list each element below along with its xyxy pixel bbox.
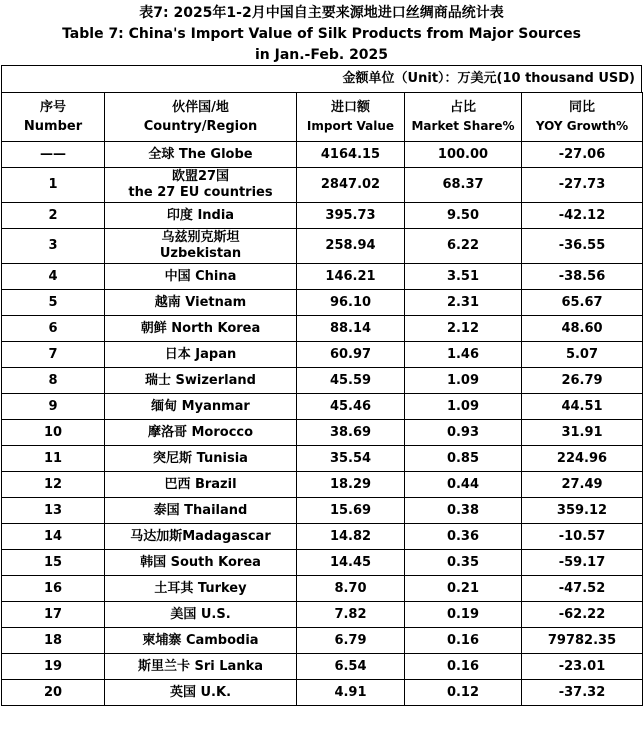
country-line: 韩国 South Korea [140,554,261,570]
row-country [105,524,297,550]
row-country [105,472,297,498]
country-line: 印度 India [166,207,235,223]
country-line: 朝鲜 North Korea [140,320,261,336]
row-import-value: 38.69 [297,420,405,446]
row-number: 10 [2,420,105,446]
row-country [105,316,297,342]
country-line: 中国 China [164,268,237,284]
row-country [105,446,297,472]
row-number: 19 [2,654,105,680]
table-row [2,316,643,342]
country-line: 全球 The Globe [148,146,253,162]
table-row [2,628,643,654]
country-line: 泰国 Thailand [153,502,248,518]
row-import-value: 7.82 [297,602,405,628]
row-country [105,654,297,680]
header-row [2,93,643,142]
row-number: 17 [2,602,105,628]
row-country [105,680,297,706]
table-row [2,368,643,394]
table-row [2,342,643,368]
row-market-share: 0.85 [405,446,522,472]
row-number: 3 [2,229,105,264]
row-yoy-growth: 31.91 [522,420,643,446]
table-row [2,550,643,576]
row-import-value: 96.10 [297,290,405,316]
country-line: 英国 U.K. [169,684,232,700]
row-yoy-growth: 44.51 [522,394,643,420]
row-yoy-growth: -42.12 [522,203,643,229]
country-line: 美国 U.S. [170,606,231,622]
row-import-value: 258.94 [297,229,405,264]
row-number: 18 [2,628,105,654]
country-line: the 27 EU countries [128,185,273,200]
row-yoy-growth: -23.01 [522,654,643,680]
country-line: 土耳其 Turkey [154,580,247,596]
row-country [105,142,297,168]
row-yoy-growth: -10.57 [522,524,643,550]
row-market-share: 1.09 [405,368,522,394]
table-row [2,498,643,524]
title-english: Table 7: China's Import Value of Silk Products from Major Sources [62,26,581,42]
row-import-value: 45.59 [297,368,405,394]
table-row [2,680,643,706]
country-line: 摩洛哥 Morocco [147,424,254,440]
row-yoy-growth: 48.60 [522,316,643,342]
row-number: 6 [2,316,105,342]
row-market-share: 3.51 [405,264,522,290]
header-country: 伙伴国/地 Country/Region [105,93,297,142]
row-country [105,550,297,576]
statistics-sheet [1,0,642,706]
row-number: 9 [2,394,105,420]
row-import-value: 14.45 [297,550,405,576]
row-number: 13 [2,498,105,524]
row-market-share: 2.31 [405,290,522,316]
row-market-share: 2.12 [405,316,522,342]
country-line: 乌兹别克斯坦 [161,230,240,245]
table-row [2,576,643,602]
row-number: 7 [2,342,105,368]
row-number: 20 [2,680,105,706]
row-market-share: 0.36 [405,524,522,550]
table-row [2,229,643,264]
row-number: 15 [2,550,105,576]
row-market-share: 68.37 [405,168,522,203]
row-yoy-growth: -59.17 [522,550,643,576]
table-row [2,602,643,628]
row-yoy-growth: 79782.35 [522,628,643,654]
row-country [105,602,297,628]
row-country [105,498,297,524]
row-yoy-growth: 224.96 [522,446,643,472]
row-country [105,368,297,394]
title-chinese: 表7: 2025年1-2月中国自主要来源地进口丝绸商品统计表 [139,5,504,21]
row-country [105,229,297,264]
row-yoy-growth: -27.06 [522,142,643,168]
row-number: 8 [2,368,105,394]
row-yoy-growth: 26.79 [522,368,643,394]
import-table [1,92,643,706]
row-yoy-growth: -27.73 [522,168,643,203]
country-line: 马达加斯Madagascar [130,528,271,544]
row-market-share: 0.35 [405,550,522,576]
row-yoy-growth: -47.52 [522,576,643,602]
row-number: 1 [2,168,105,203]
table-title [1,0,642,65]
row-import-value: 4164.15 [297,142,405,168]
row-import-value: 6.79 [297,628,405,654]
header-import-value: 进口额 Import Value [297,93,405,142]
row-country [105,576,297,602]
country-line: 瑞士 Swizerland [145,372,256,388]
row-import-value: 14.82 [297,524,405,550]
table-row [2,472,643,498]
table-row [2,394,643,420]
row-import-value: 88.14 [297,316,405,342]
row-market-share: 1.46 [405,342,522,368]
table-row [2,654,643,680]
row-yoy-growth: 359.12 [522,498,643,524]
row-market-share: 0.93 [405,420,522,446]
row-country [105,168,297,203]
row-import-value: 4.91 [297,680,405,706]
row-yoy-growth: -62.22 [522,602,643,628]
row-country [105,290,297,316]
country-line: 巴西 Brazil [164,476,237,492]
row-country [105,342,297,368]
table-row [2,203,643,229]
row-yoy-growth: -38.56 [522,264,643,290]
row-import-value: 35.54 [297,446,405,472]
row-market-share: 9.50 [405,203,522,229]
row-yoy-growth: 27.49 [522,472,643,498]
row-yoy-growth: -36.55 [522,229,643,264]
row-import-value: 8.70 [297,576,405,602]
row-number: —— [2,142,105,168]
row-market-share: 6.22 [405,229,522,264]
row-yoy-growth: 5.07 [522,342,643,368]
row-yoy-growth: 65.67 [522,290,643,316]
table-row [2,290,643,316]
country-line: 缅甸 Myanmar [151,398,250,414]
country-line: 柬埔寨 Cambodia [142,632,259,648]
table-row [2,420,643,446]
country-line: 欧盟27国 [171,169,230,184]
row-import-value: 146.21 [297,264,405,290]
country-line: 日本 Japan [164,346,237,362]
row-number: 2 [2,203,105,229]
row-market-share: 0.12 [405,680,522,706]
row-country [105,264,297,290]
row-number: 16 [2,576,105,602]
row-import-value: 45.46 [297,394,405,420]
row-yoy-growth: -37.32 [522,680,643,706]
row-market-share: 100.00 [405,142,522,168]
table-row [2,142,643,168]
header-yoy-growth: 同比 YOY Growth% [522,93,643,142]
row-country [105,203,297,229]
country-line: 斯里兰卡 Sri Lanka [137,658,263,674]
row-market-share: 0.16 [405,628,522,654]
country-line: 突尼斯 Tunisia [153,450,248,466]
row-number: 11 [2,446,105,472]
row-import-value: 60.97 [297,342,405,368]
country-line: Uzbekistan [159,246,242,261]
row-market-share: 0.16 [405,654,522,680]
row-country [105,628,297,654]
country-line: 越南 Vietnam [154,294,247,310]
row-market-share: 0.44 [405,472,522,498]
row-number: 14 [2,524,105,550]
table-row [2,524,643,550]
title-period: in Jan.-Feb. 2025 [254,47,389,63]
header-number: 序号 Number [2,93,105,142]
table-row [2,446,643,472]
row-number: 12 [2,472,105,498]
unit-label: 金额单位（Unit）：万美元(10 thousand USD) [1,65,642,92]
row-market-share: 0.19 [405,602,522,628]
row-market-share: 0.21 [405,576,522,602]
row-number: 5 [2,290,105,316]
row-country [105,420,297,446]
row-import-value: 6.54 [297,654,405,680]
row-market-share: 1.09 [405,394,522,420]
row-import-value: 2847.02 [297,168,405,203]
header-market-share: 占比 Market Share% [405,93,522,142]
row-import-value: 15.69 [297,498,405,524]
row-import-value: 395.73 [297,203,405,229]
row-market-share: 0.38 [405,498,522,524]
table-row [2,168,643,203]
row-country [105,394,297,420]
row-import-value: 18.29 [297,472,405,498]
row-number: 4 [2,264,105,290]
table-row [2,264,643,290]
